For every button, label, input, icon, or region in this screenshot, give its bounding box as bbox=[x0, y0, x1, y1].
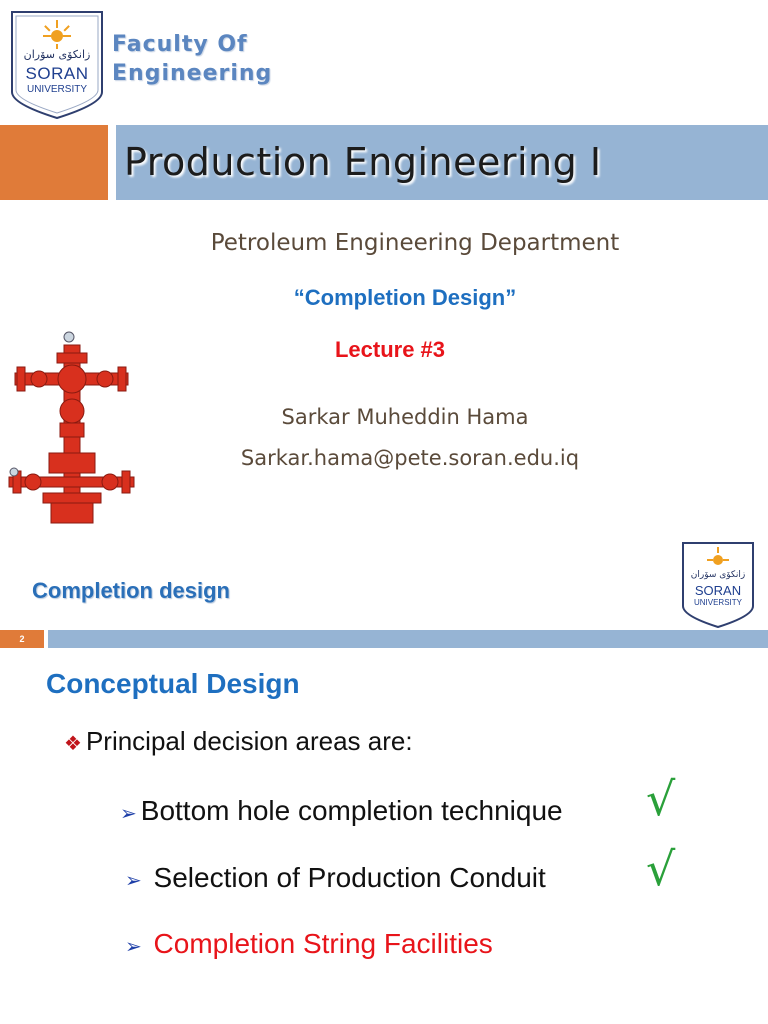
diamond-bullet-icon: ❖ bbox=[64, 733, 82, 755]
logo-soran-text: SORAN bbox=[25, 64, 89, 83]
author-name: Sarkar Muheddin Hama bbox=[281, 405, 529, 429]
faculty-name bbox=[112, 30, 272, 88]
title-orange-block bbox=[0, 125, 108, 200]
principal-bullet bbox=[64, 726, 413, 757]
list-item-text: Bottom hole completion technique bbox=[140, 795, 563, 826]
lecture-number: Lecture #3 bbox=[334, 337, 446, 362]
soran-university-logo-small bbox=[680, 540, 756, 630]
list-item bbox=[125, 862, 546, 894]
course-topic: “Completion Design” bbox=[293, 285, 517, 310]
list-item bbox=[120, 795, 563, 827]
slide2-header: Completion design bbox=[32, 578, 230, 603]
author-email: Sarkar.hama@pete.soran.edu.iq bbox=[240, 446, 580, 470]
arrow-bullet-icon: ➢ bbox=[125, 870, 142, 892]
arrow-bullet-icon: ➢ bbox=[120, 803, 137, 825]
faculty-line-1: Faculty Of bbox=[112, 32, 248, 57]
logo-university-text: UNIVERSITY bbox=[26, 84, 87, 95]
list-item-text: Selection of Production Conduit bbox=[145, 862, 546, 893]
conceptual-design-heading: Conceptual Design bbox=[46, 668, 300, 699]
soran-university-logo bbox=[8, 8, 106, 122]
small-logo-university-text: UNIVERSITY bbox=[693, 598, 742, 607]
slide2-blue-bar bbox=[48, 630, 768, 648]
department-name: Petroleum Engineering Department bbox=[210, 230, 620, 256]
arrow-bullet-icon: ➢ bbox=[125, 936, 142, 958]
check-mark-icon: √ bbox=[646, 842, 676, 896]
logo-arabic-text: زانکۆی سۆران bbox=[23, 48, 91, 61]
slide-number: 2 bbox=[19, 634, 25, 644]
wellhead-christmas-tree-icon bbox=[5, 327, 138, 527]
principal-text: Principal decision areas are: bbox=[85, 726, 413, 756]
check-mark-icon: √ bbox=[646, 772, 676, 826]
small-logo-arabic-text: زانکۆی سۆران bbox=[690, 570, 746, 580]
slide-title: Production Engineering I bbox=[124, 140, 602, 184]
list-item bbox=[125, 928, 493, 960]
list-item-text: Completion String Facilities bbox=[145, 928, 493, 959]
small-logo-soran-text: SORAN bbox=[694, 583, 742, 598]
faculty-line-2: Engineering bbox=[112, 61, 273, 86]
